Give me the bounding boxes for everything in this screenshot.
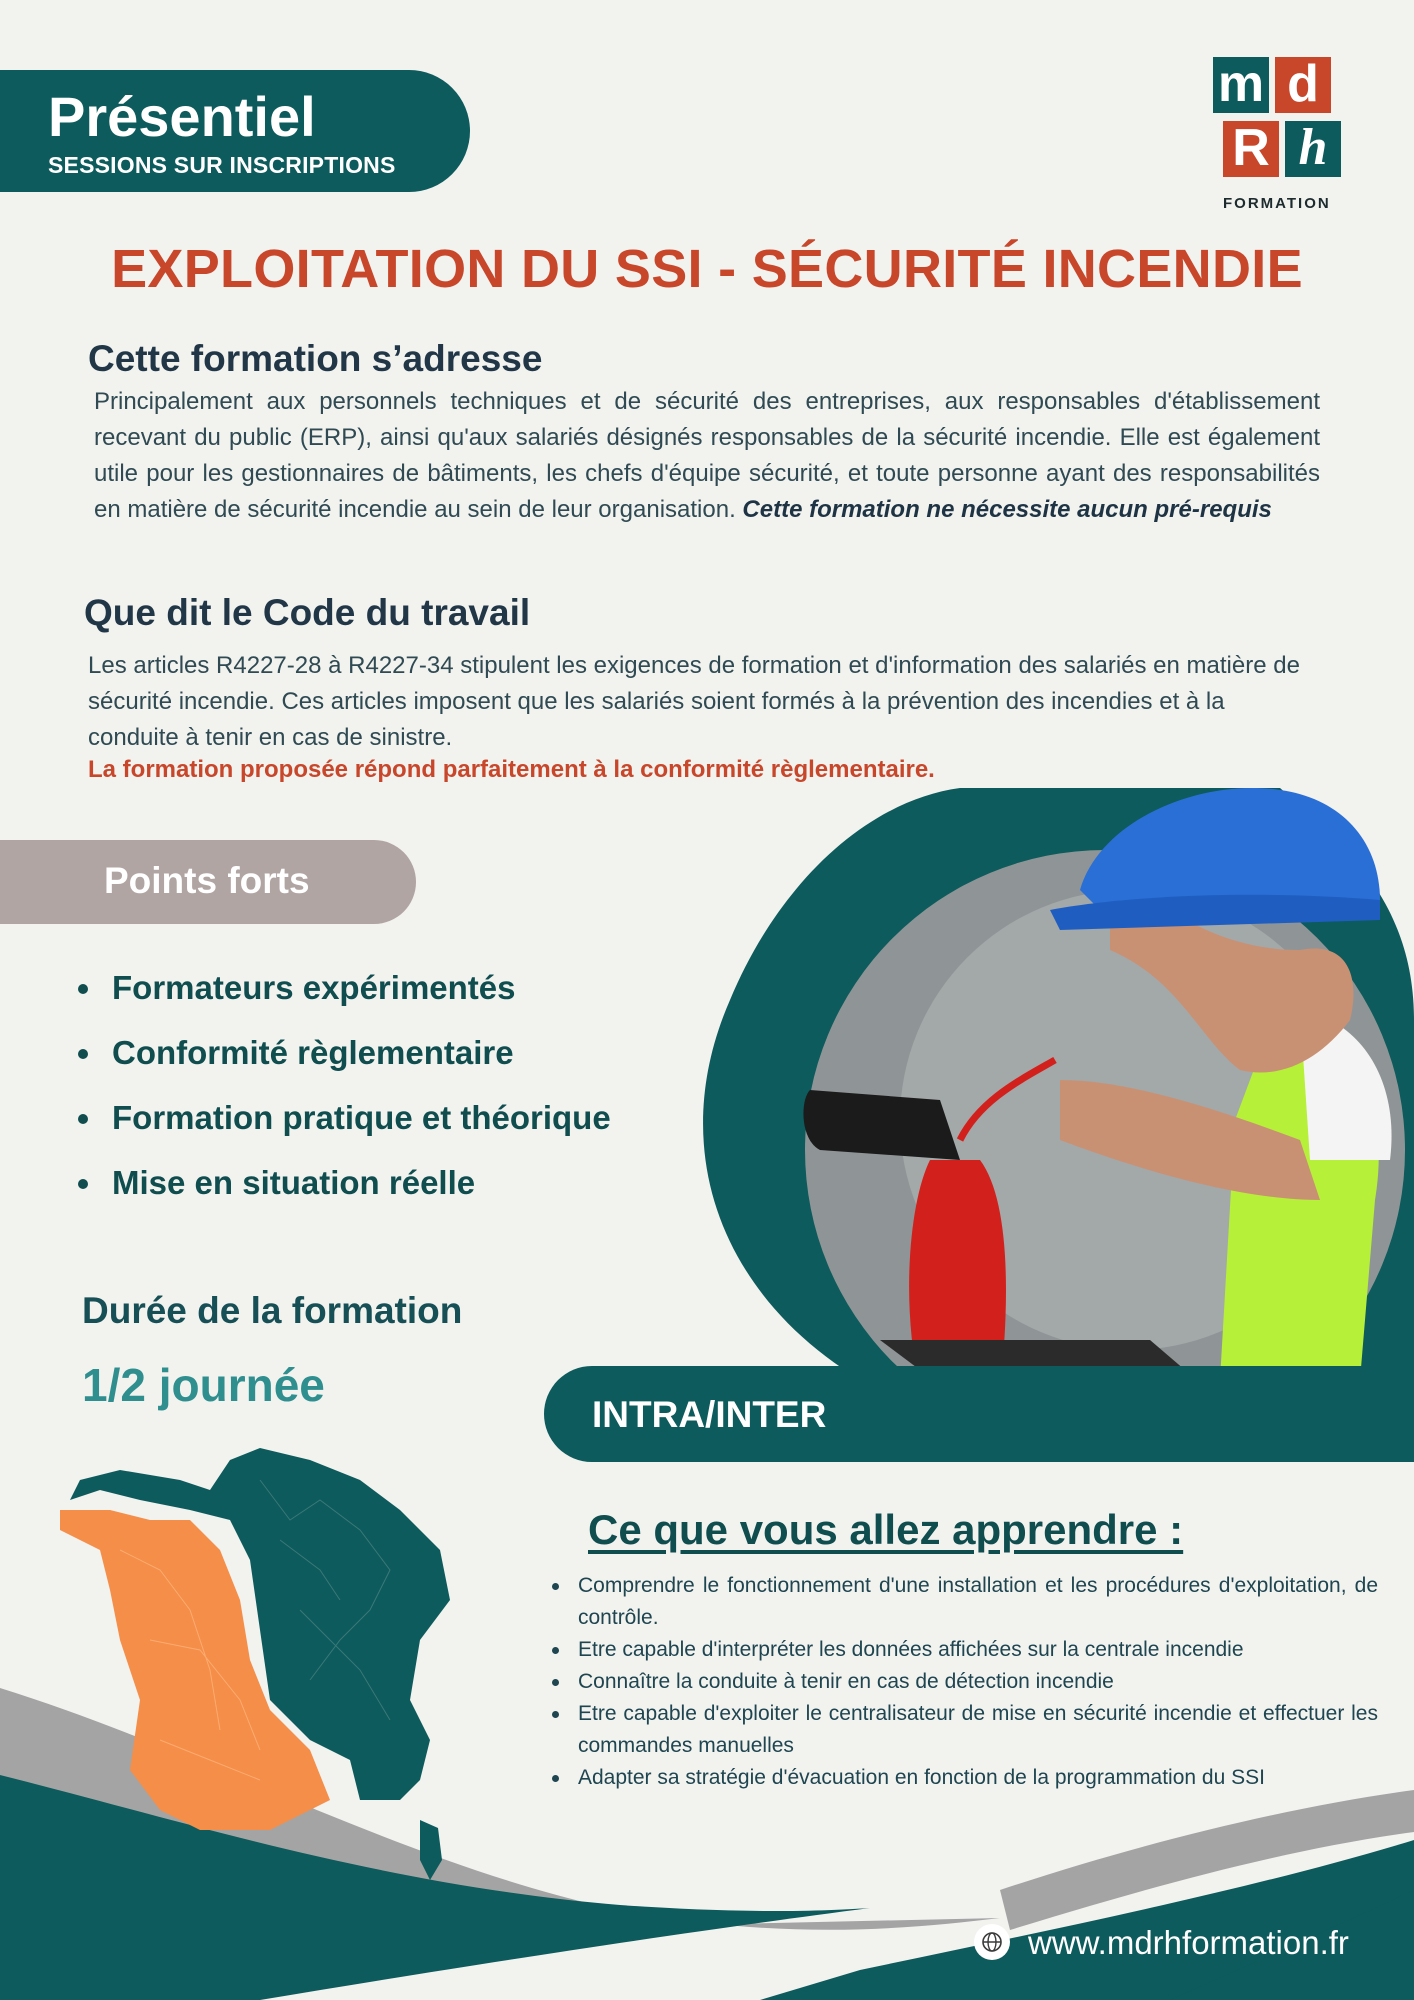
learn-list xyxy=(548,1570,1378,1794)
mdrh-logo xyxy=(1205,55,1355,215)
website-link[interactable] xyxy=(972,1920,1392,1972)
audience-text xyxy=(94,384,1320,528)
points-forts-list xyxy=(78,960,611,1220)
presentiel-badge xyxy=(0,70,470,192)
logo-letter-m: m xyxy=(1213,57,1269,113)
learn-item: Comprendre le fonctionnement d'une installation et les procédures d'exploitation, de contrôle. xyxy=(548,1570,1378,1634)
learn-item: Etre capable d'exploiter le centralisateur de mise en sécurité incendie et effectuer les commandes manuelles xyxy=(548,1698,1378,1762)
code-travail-text: Les articles R4227-28 à R4227-34 stipulent les exigences de formation et d'information des salariés en matière de sécurité incendie. Ces articles imposent que les salariés soient formés à la prévention des incendies et à la conduite à tenir en cas de sinistre. xyxy=(88,652,1300,751)
learn-heading: Ce que vous allez apprendre : xyxy=(588,1506,1184,1553)
audience-body: Principalement aux personnels techniques et de sécurité des entreprises, aux responsables d'établissement recevant du public (ERP), ainsi qu'aux salariés désignés responsables de la sécurité incendie. Elle est également utile pour les gestionnaires de bâtiments, les chefs d'équipe sécurité, et toute personne ayant des responsabilités en matière de sécurité incendie au sein de leur organisation. xyxy=(94,388,1320,523)
audience-emphasis: Cette formation ne nécessite aucun pré-requis xyxy=(742,496,1272,523)
france-map xyxy=(60,1440,460,1890)
points-forts-label: Points forts xyxy=(104,860,310,901)
page-title: EXPLOITATION DU SSI - SÉCURITÉ INCENDIE xyxy=(111,239,1303,299)
learn-item: Connaître la conduite à tenir en cas de détection incendie xyxy=(548,1666,1378,1698)
code-travail-heading: Que dit le Code du travail xyxy=(84,592,531,633)
badge-title: Présentiel xyxy=(48,85,316,148)
code-travail-highlight: La formation proposée répond parfaitement à la conformité règlementaire. xyxy=(88,756,935,783)
duration-value: 1/2 journée xyxy=(82,1359,325,1411)
intra-inter-label: INTRA/INTER xyxy=(592,1394,827,1435)
intra-inter-banner xyxy=(544,1366,1414,1462)
badge-subtitle: SESSIONS SUR INSCRIPTIONS xyxy=(48,152,396,178)
duration-heading: Durée de la formation xyxy=(82,1290,463,1331)
logo-letter-d: d xyxy=(1275,57,1331,113)
points-forts-item: Mise en situation réelle xyxy=(78,1155,611,1220)
logo-letter-h: h xyxy=(1285,121,1341,177)
points-forts-item: Formation pratique et théorique xyxy=(78,1090,611,1155)
points-forts-item: Conformité règlementaire xyxy=(78,1025,611,1090)
points-forts-item: Formateurs expérimentés xyxy=(78,960,611,1025)
learn-item: Etre capable d'interpréter les données affichées sur la centrale incendie xyxy=(548,1634,1378,1666)
audience-heading: Cette formation s’adresse xyxy=(88,338,543,379)
logo-caption: FORMATION xyxy=(1223,195,1331,212)
globe-icon xyxy=(974,1924,1010,1960)
website-url[interactable]: www.mdrhformation.fr xyxy=(1028,1924,1349,1961)
logo-letter-r: R xyxy=(1223,121,1279,177)
points-forts-badge xyxy=(0,840,416,924)
learn-item: Adapter sa stratégie d'évacuation en fonction de la programmation du SSI xyxy=(548,1762,1378,1794)
